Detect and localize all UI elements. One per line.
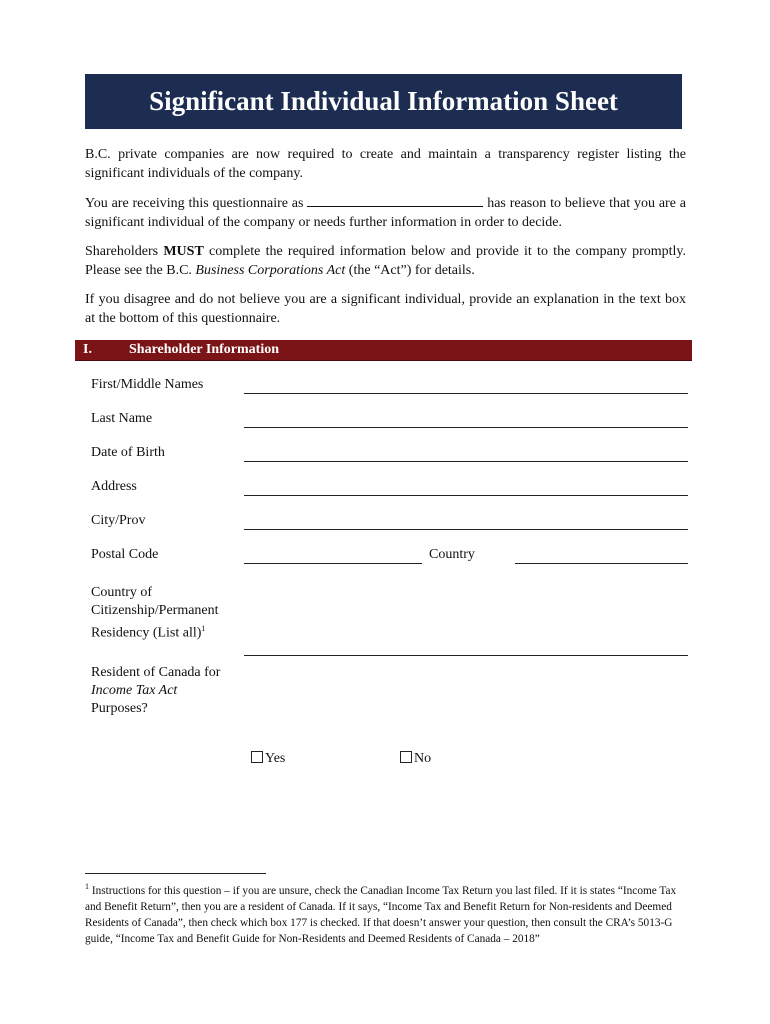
footnote-ref: 1 — [201, 624, 206, 633]
date-of-birth-label: Date of Birth — [91, 445, 165, 460]
page-title: Significant Individual Information Sheet — [85, 74, 682, 129]
citizenship-label: Country of Citizenship/Permanent Residency (List all)$^1$ — [91, 585, 219, 641]
city-prov-label: City/Prov — [91, 513, 146, 528]
address-field[interactable] — [244, 495, 688, 496]
section-header-shareholder-information — [75, 340, 692, 361]
first-middle-names-field[interactable] — [244, 393, 688, 394]
section-title: Shareholder Information — [129, 342, 279, 357]
citizenship-field[interactable] — [244, 655, 688, 656]
footnote: $^1$ Instructions for this question – if you are unsure, check the Canadian Income Tax Return you last filed. If it is states “Income Tax and Benefit Return”, then you are a resident of Canada. If it says, “Income Tax and Benefit Return for Non-residents and Deemed Residents of Canada”, then check which box 177 is checked. If that doesn’t answer your question, then consult the CRA’s 5013-G guide, “Income Tax and Benefit Guide for Non-Residents and Deemed Residents of Canada – 2018” — [85, 882, 677, 945]
intro-paragraph-2: You are receiving this questionnaire as has reason to believe that you are a significant individual of the company or needs further information in order to decide. — [85, 193, 686, 232]
first-middle-names-label: First/Middle Names — [91, 377, 204, 392]
date-of-birth-field[interactable] — [244, 461, 688, 462]
no-checkbox[interactable] — [400, 751, 412, 763]
section-number: I. — [83, 342, 92, 357]
last-name-field[interactable] — [244, 427, 688, 428]
postal-code-label: Postal Code — [91, 547, 159, 562]
resident-of-canada-label: Resident of Canada for Income Tax Act Purposes? — [91, 665, 221, 716]
sender-blank — [307, 193, 483, 207]
country-label: Country — [429, 547, 475, 562]
footnote-divider — [85, 873, 266, 874]
intro-paragraph-1: B.C. private companies are now required to create and maintain a transparency register listing the significant individuals of the company. — [85, 147, 686, 181]
no-option[interactable]: No — [400, 750, 431, 768]
address-label: Address — [91, 479, 137, 494]
country-field[interactable] — [515, 563, 688, 564]
yes-option[interactable]: Yes — [251, 750, 285, 768]
last-name-label: Last Name — [91, 411, 153, 426]
yes-checkbox[interactable] — [251, 751, 263, 763]
postal-code-field[interactable] — [244, 563, 422, 564]
intro-paragraph-3: Shareholders MUST complete the required information below and provide it to the company promptly. Please see the B.C. Business Corporations Act (the “Act”) for details. — [85, 244, 686, 278]
city-prov-field[interactable] — [244, 529, 688, 530]
intro-paragraph-4: If you disagree and do not believe you are a significant individual, provide an explanation in the text box at the bottom of this questionnaire. — [85, 292, 686, 326]
